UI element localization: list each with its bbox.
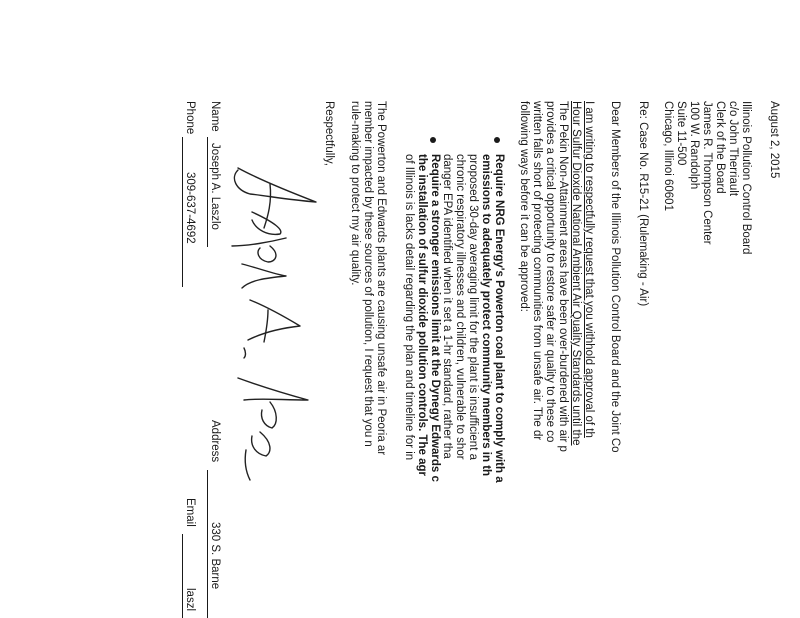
bullet-line: Require a stronger emissions limit at the Dynegy Edwards c <box>429 154 441 482</box>
bullet-dot <box>430 137 436 143</box>
re-line: Re: Case No. R15-21 (Rulemaking - Air) <box>637 101 649 307</box>
bullet-line: danger EPA identified when it set a 1-hr standard, rather tha <box>441 154 453 459</box>
closing-line: The Powerton and Edwards plants are causing unsafe air in Peoria ar <box>375 101 387 456</box>
recipient-line: c/o John Therriault <box>727 101 739 197</box>
email-value: laszl <box>184 588 196 612</box>
salutation: Dear Members of the Illinois Pollution Control Board and the Joint Co <box>609 101 621 453</box>
bullet-line: Require NRG Energy's Powerton coal plant to comply with a <box>493 154 505 483</box>
letter-date: August 2, 2015 <box>768 101 780 179</box>
closing-line: rule-making to protect my air quality. <box>349 101 361 286</box>
bullet-line: proposed 30-day averaging limit for the plant is insufficient a <box>467 154 479 460</box>
phone-label: Phone <box>184 101 196 135</box>
recipient-line: James R. Thompson Center <box>701 101 713 245</box>
closing-line: member impacted by these sources of pollution, I request that you n <box>362 101 374 447</box>
recipient-line: Chicago, Illinoi 60601 <box>662 101 674 211</box>
handwritten-signature <box>210 150 330 510</box>
recipient-line: Suite 11-500 <box>675 101 687 166</box>
name-label: Name <box>209 101 221 132</box>
bullet-line: chronic respiratory illnesses and children, vulnerable to shor <box>454 154 466 460</box>
address-value: 330 S. Barne <box>209 522 221 590</box>
intro-line: following ways before it can be approved: <box>518 101 530 312</box>
bullet-line: of Illinois is lacks detail regarding the plan and timeline for in <box>403 154 415 461</box>
recipient-line: 100 W. Randolph <box>688 101 700 190</box>
intro-line: I am writing to respectfully request that you withhold approval of th <box>583 101 595 438</box>
intro-line: written falls short of protecting communities from unsafe air. The dr <box>531 101 543 441</box>
address-label: Address <box>209 420 221 463</box>
intro-line: Hour Sulfur Dioxide National Ambient Air Quality Standards until the <box>570 101 582 446</box>
name-value: Joseph A. Laszlo <box>209 143 221 230</box>
recipient-line: Clerk of the Board <box>714 101 726 194</box>
sign-off: Respectfully, <box>323 101 335 166</box>
intro-line: provides a critical opportunity to restore safer air quality to these co <box>544 101 556 443</box>
bullet-line: emissions to adequately protect community members in th <box>480 154 492 477</box>
bullet-dot <box>494 137 500 143</box>
intro-line: The Pekin Non-Attainment areas have been over-burdened with air p <box>557 101 569 452</box>
phone-value: 309-637-4692 <box>184 172 196 244</box>
recipient-line: Illinois Pollution Control Board <box>740 101 752 255</box>
bullet-line: the installation of sulfur dioxide pollution controls. The agr <box>416 154 428 477</box>
email-label: Email <box>184 498 196 527</box>
